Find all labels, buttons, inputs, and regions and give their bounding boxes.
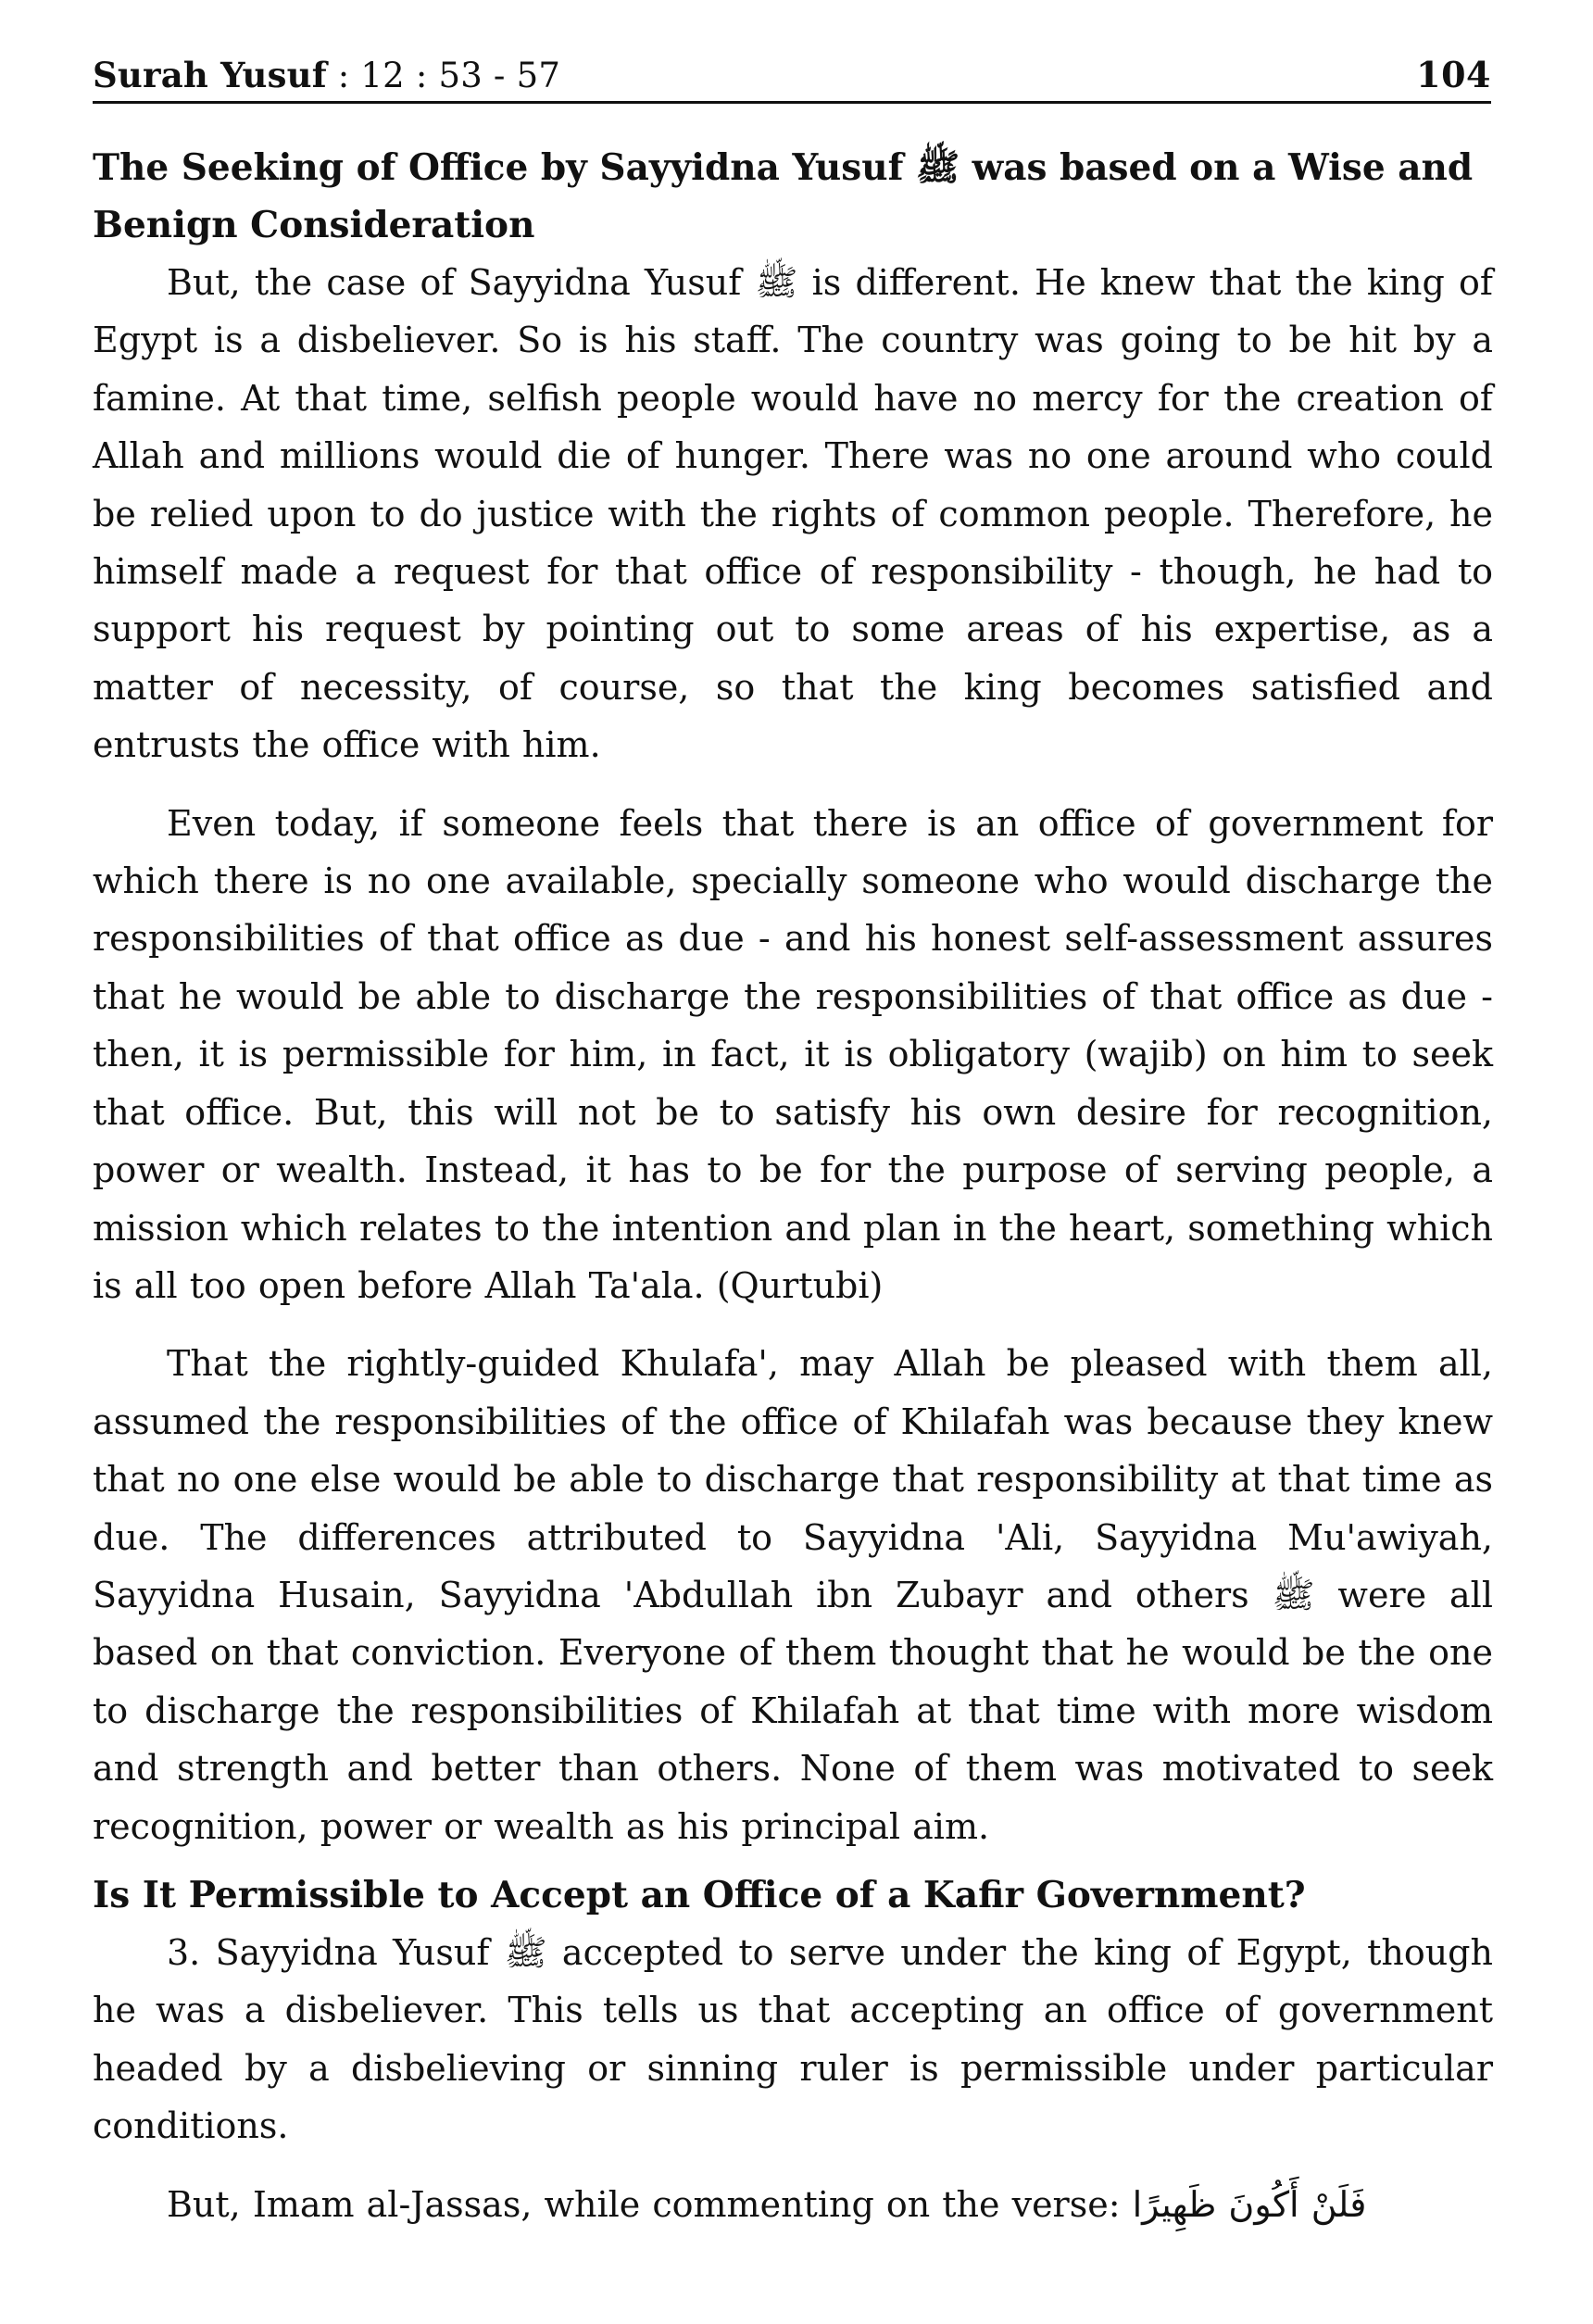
paragraph-imam-al-jassas: But, Imam al-Jassas, while commenting on the verse: فَلَنْ أَكُونَ ظَهِيرًا (167, 2183, 1367, 2225)
paragraph-serve-king-of-egypt: 3. Sayyidna Yusuf ﷺ accepted to serve under the king of Egypt, though he was a disbeliever. This tells us that accepting an office of government headed by a disbelieving or sinning ruler is permissible under particular conditions. (93, 1931, 1493, 2147)
section-heading-seeking-office: The Seeking of Office by Sayyidna Yusuf ﷺ was based on a Wise and Benign Consideration (93, 146, 1474, 246)
running-header (93, 37, 1491, 104)
verse-range: : 12 : 53 - 57 (326, 56, 561, 95)
page-body (93, 139, 1493, 2233)
page-number: 104 (1416, 54, 1491, 95)
paragraph-khulafa: That the rightly-guided Khulafa', may Allah be pleased with them all, assumed the responsibilities of the office of Khilafah was because they knew that no one else would be able to discharge that responsibility at that time as due. The differences attributed to Sayyidna 'Ali, Sayyidna Mu'awiyah, Sayyidna Husain, Sayyidna 'Abdullah ibn Zubayr and others ﷺ were all based on that conviction. Everyone of them thought that he would be the one to discharge the responsibilities of Khilafah at that time with more wisdom and strength and better than others. None of them was motivated to seek recognition, power or wealth as his principal aim. (93, 1343, 1493, 1847)
running-title (93, 55, 560, 95)
paragraph-even-today: Even today, if someone feels that there is an office of government for which there is no one available, specially someone who would discharge the responsibilities of that office as due - and his honest self-assessment assures that he would be able to discharge the responsibilities of that office as due - then, it is permissible for him, in fact, it is obligatory (wajib) on him to seek that office. But, this will not be to satisfy his own desire for recognition, power or wealth. Instead, it has to be for the purpose of serving people, a mission which relates to the intention and plan in the heart, something which is all too open before Allah Ta'ala. (Qurtubi) (93, 802, 1493, 1306)
paragraph-case-of-yusuf: But, the case of Sayyidna Yusuf ﷺ is different. He knew that the king of Egypt is a disbeliever. So is his staff. The country was going to be hit by a famine. At that time, selfish people would have no mercy for the creation of Allah and millions would die of hunger. There was no one around who could be relied upon to do justice with the rights of common people. Therefore, he himself made a request for that office of responsibility - though, he had to support his request by pointing out to some areas of his expertise, as a matter of necessity, of course, so that the king becomes satisfied and entrusts the office with him. (93, 262, 1493, 766)
surah-name: Surah Yusuf (93, 55, 327, 95)
section-heading-kafir-government: Is It Permissible to Accept an Office of a Kafir Government? (93, 1873, 1306, 1916)
